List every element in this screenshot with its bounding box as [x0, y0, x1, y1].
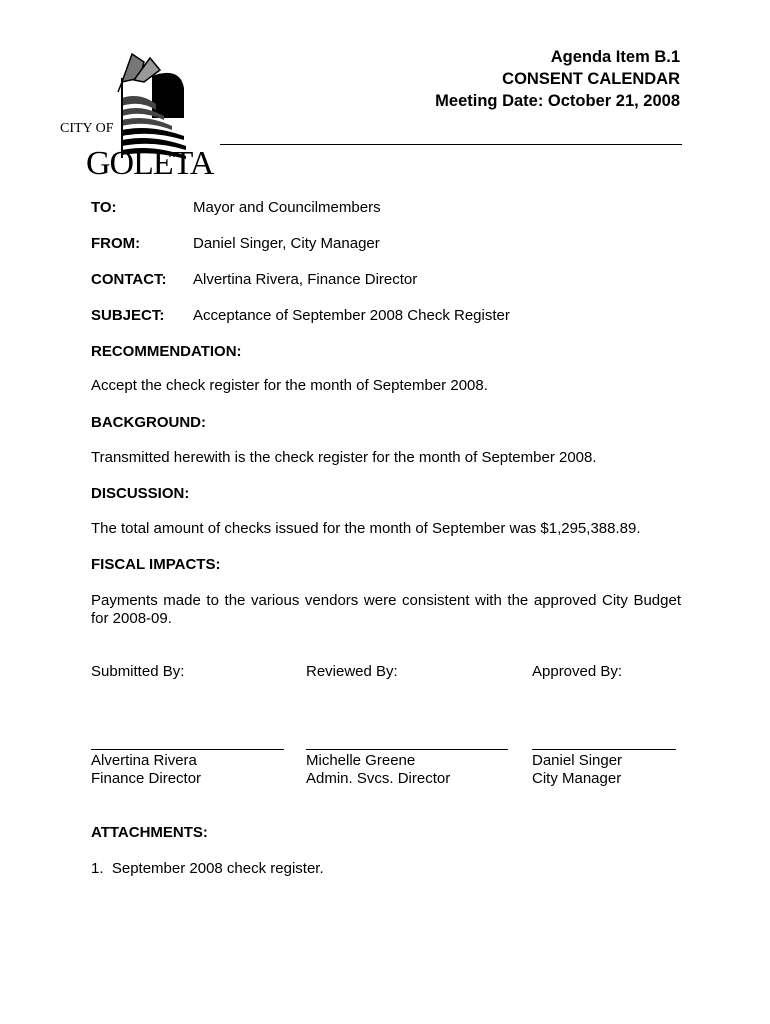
attachment-item: 1. September 2008 check register.: [91, 860, 324, 877]
signature-line-submitted: [91, 749, 284, 750]
reviewed-by-title: Admin. Svcs. Director: [306, 770, 451, 787]
header-rule: [220, 144, 682, 145]
background-text: Transmitted herewith is the check register for the month of September 2008.: [91, 449, 597, 466]
signature-line-reviewed: [306, 749, 508, 750]
approved-by-label: Approved By:: [532, 663, 623, 680]
submitted-by-name: Alvertina Rivera: [91, 752, 197, 769]
discussion-heading: DISCUSSION:: [91, 485, 190, 502]
reviewed-by-label: Reviewed By:: [306, 663, 398, 680]
from-value: Daniel Singer, City Manager: [193, 235, 380, 252]
logo-goleta: GOLETA: [86, 145, 214, 182]
meeting-date: Meeting Date: October 21, 2008: [435, 92, 680, 110]
recommendation-text: Accept the check register for the month of September 2008.: [91, 377, 488, 394]
subject-value: Acceptance of September 2008 Check Register: [193, 307, 510, 324]
contact-label: CONTACT:: [91, 271, 167, 288]
fiscal-impacts-heading: FISCAL IMPACTS:: [91, 556, 221, 573]
reviewed-by-name: Michelle Greene: [306, 752, 416, 769]
from-label: FROM:: [91, 235, 141, 252]
agenda-item: Agenda Item B.1: [550, 48, 680, 66]
submitted-by-label: Submitted By:: [91, 663, 185, 680]
logo-city-of: CITY OF: [60, 121, 114, 136]
contact-value: Alvertina Rivera, Finance Director: [193, 271, 418, 288]
signature-line-approved: [532, 749, 676, 750]
subject-label: SUBJECT:: [91, 307, 165, 324]
approved-by-title: City Manager: [532, 770, 622, 787]
fiscal-impacts-text: Payments made to the various vendors were consistent with the approved City Budget for 2008-09.: [91, 592, 681, 627]
submitted-by-title: Finance Director: [91, 770, 202, 787]
background-heading: BACKGROUND:: [91, 414, 206, 431]
recommendation-heading: RECOMMENDATION:: [91, 343, 242, 360]
approved-by-name: Daniel Singer: [532, 752, 623, 769]
consent-calendar: CONSENT CALENDAR: [502, 70, 680, 88]
to-label: TO:: [91, 199, 117, 216]
attachments-heading: ATTACHMENTS:: [91, 824, 208, 841]
to-value: Mayor and Councilmembers: [193, 199, 381, 216]
city-of-goleta-logo: [60, 48, 230, 182]
discussion-text: The total amount of checks issued for the month of September was $1,295,388.89.: [91, 520, 641, 537]
